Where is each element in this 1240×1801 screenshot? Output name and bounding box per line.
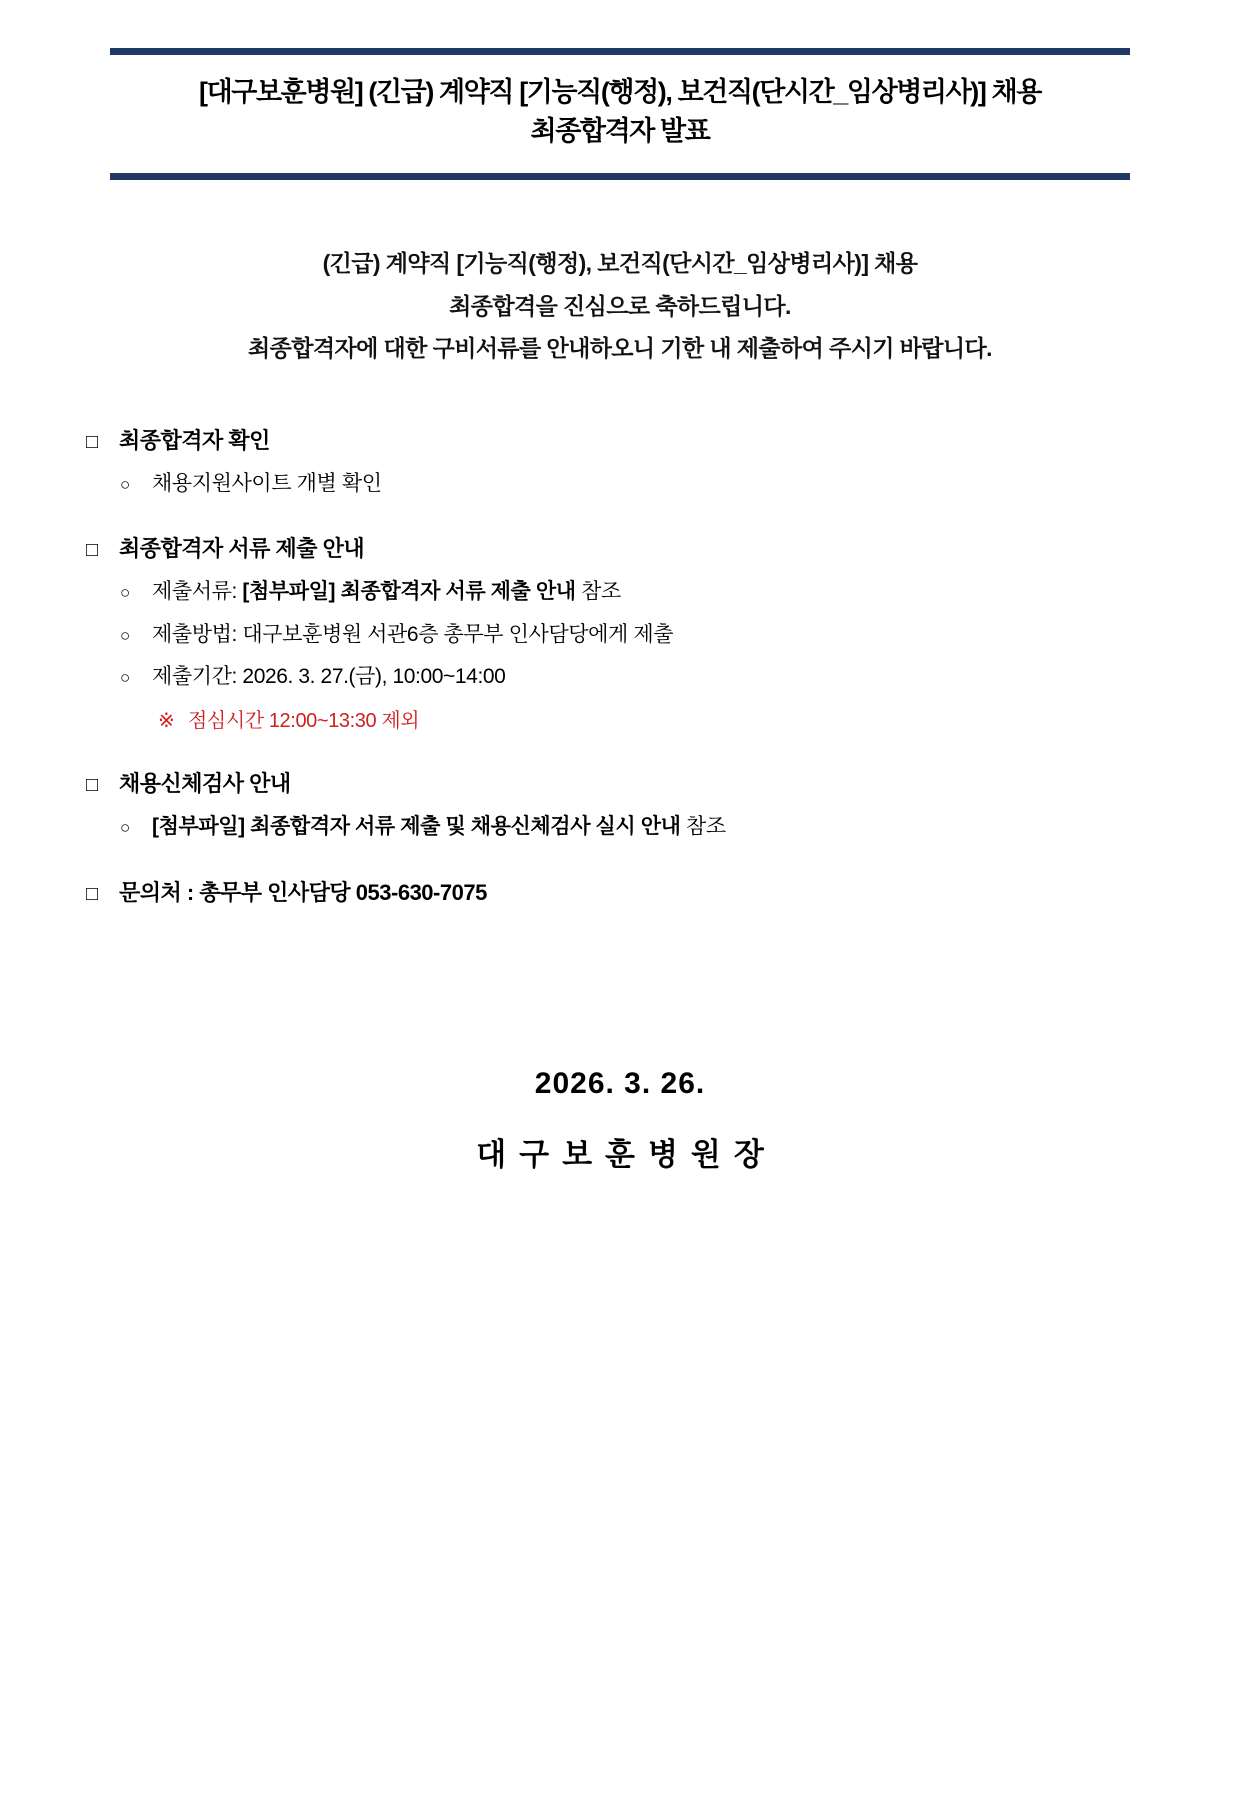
list-item-emphasis: [첨부파일] 최종합격자 서류 제출 안내 <box>242 580 576 604</box>
list-item-label <box>152 812 726 841</box>
section-heading-label: 최종합격자 확인 <box>119 427 270 453</box>
section-medical-exam <box>86 767 1154 841</box>
document-footer <box>0 1067 1240 1174</box>
title-rule-bottom <box>110 173 1130 180</box>
contact-label: 문의처 : 총무부 인사담당 053-630-7075 <box>119 879 487 905</box>
list-item-label: 채용지원사이트 개별 확인 <box>152 471 382 495</box>
circle-bullet-icon: ○ <box>120 625 130 645</box>
section-heading-label: 최종합격자 서류 제출 안내 <box>119 536 365 562</box>
section-contact <box>86 876 1154 907</box>
asterisk-icon: ※ <box>158 710 175 733</box>
square-bullet-icon: □ <box>86 774 98 797</box>
section-final-pass-check <box>86 424 1154 498</box>
list-item <box>120 620 1154 649</box>
circle-bullet-icon: ○ <box>120 474 130 494</box>
issue-date: 2026. 3. 26. <box>534 1066 706 1100</box>
page-title <box>110 55 1130 163</box>
intro-paragraph <box>0 242 1240 370</box>
section-heading <box>86 767 1154 798</box>
circle-bullet-icon: ○ <box>120 583 130 603</box>
list-item <box>120 577 1154 606</box>
section-document-submission <box>86 532 1154 733</box>
list-item <box>120 662 1154 691</box>
section-heading <box>86 876 1154 907</box>
list-item <box>120 812 1154 841</box>
circle-bullet-icon: ○ <box>120 818 130 838</box>
square-bullet-icon: □ <box>86 882 98 905</box>
intro-line-1: (긴급) 계약직 [기능직(행정), 보건직(단시간_임상병리사)] 채용 <box>322 250 918 277</box>
circle-bullet-icon: ○ <box>120 668 130 688</box>
intro-line-3: 최종합격자에 대한 구비서류를 안내하오니 기한 내 제출하여 주시기 바랍니다. <box>248 335 992 362</box>
document-body <box>0 424 1240 907</box>
list-item-tail: 참조 <box>575 580 621 604</box>
issuing-organization: 대구보훈병원장 <box>476 1136 777 1172</box>
list-item-label: 제출방법: 대구보훈병원 서관6층 총무부 인사담당에게 제출 <box>152 622 674 646</box>
section-heading-label: 채용신체검사 안내 <box>119 771 291 797</box>
lunch-break-note-label: 점심시간 12:00~13:30 제외 <box>188 710 420 733</box>
document-page <box>0 48 1240 1801</box>
title-rule-top <box>110 48 1130 55</box>
list-item-emphasis: [첨부파일] 최종합격자 서류 제출 및 채용신체검사 실시 안내 <box>152 815 681 839</box>
intro-line-2: 최종합격을 진심으로 축하드립니다. <box>449 292 791 319</box>
square-bullet-icon: □ <box>86 539 98 562</box>
list-item-label: 제출기간: 2026. 3. 27.(금), 10:00~14:00 <box>152 665 506 689</box>
title-block <box>110 48 1130 180</box>
list-item-text: 제출서류: <box>152 580 243 604</box>
page-title-line-2: 최종합격자 발표 <box>530 116 710 147</box>
list-item <box>120 469 1154 498</box>
section-heading <box>86 424 1154 455</box>
list-item-label <box>152 577 621 606</box>
section-heading <box>86 532 1154 563</box>
page-title-line-1: [대구보훈병원] (긴급) 계약직 [기능직(행정), 보건직(단시간_임상병리사)] 채용 <box>199 77 1041 107</box>
lunch-break-note <box>158 704 1154 733</box>
list-item-tail: 참조 <box>680 815 726 839</box>
square-bullet-icon: □ <box>86 430 98 453</box>
